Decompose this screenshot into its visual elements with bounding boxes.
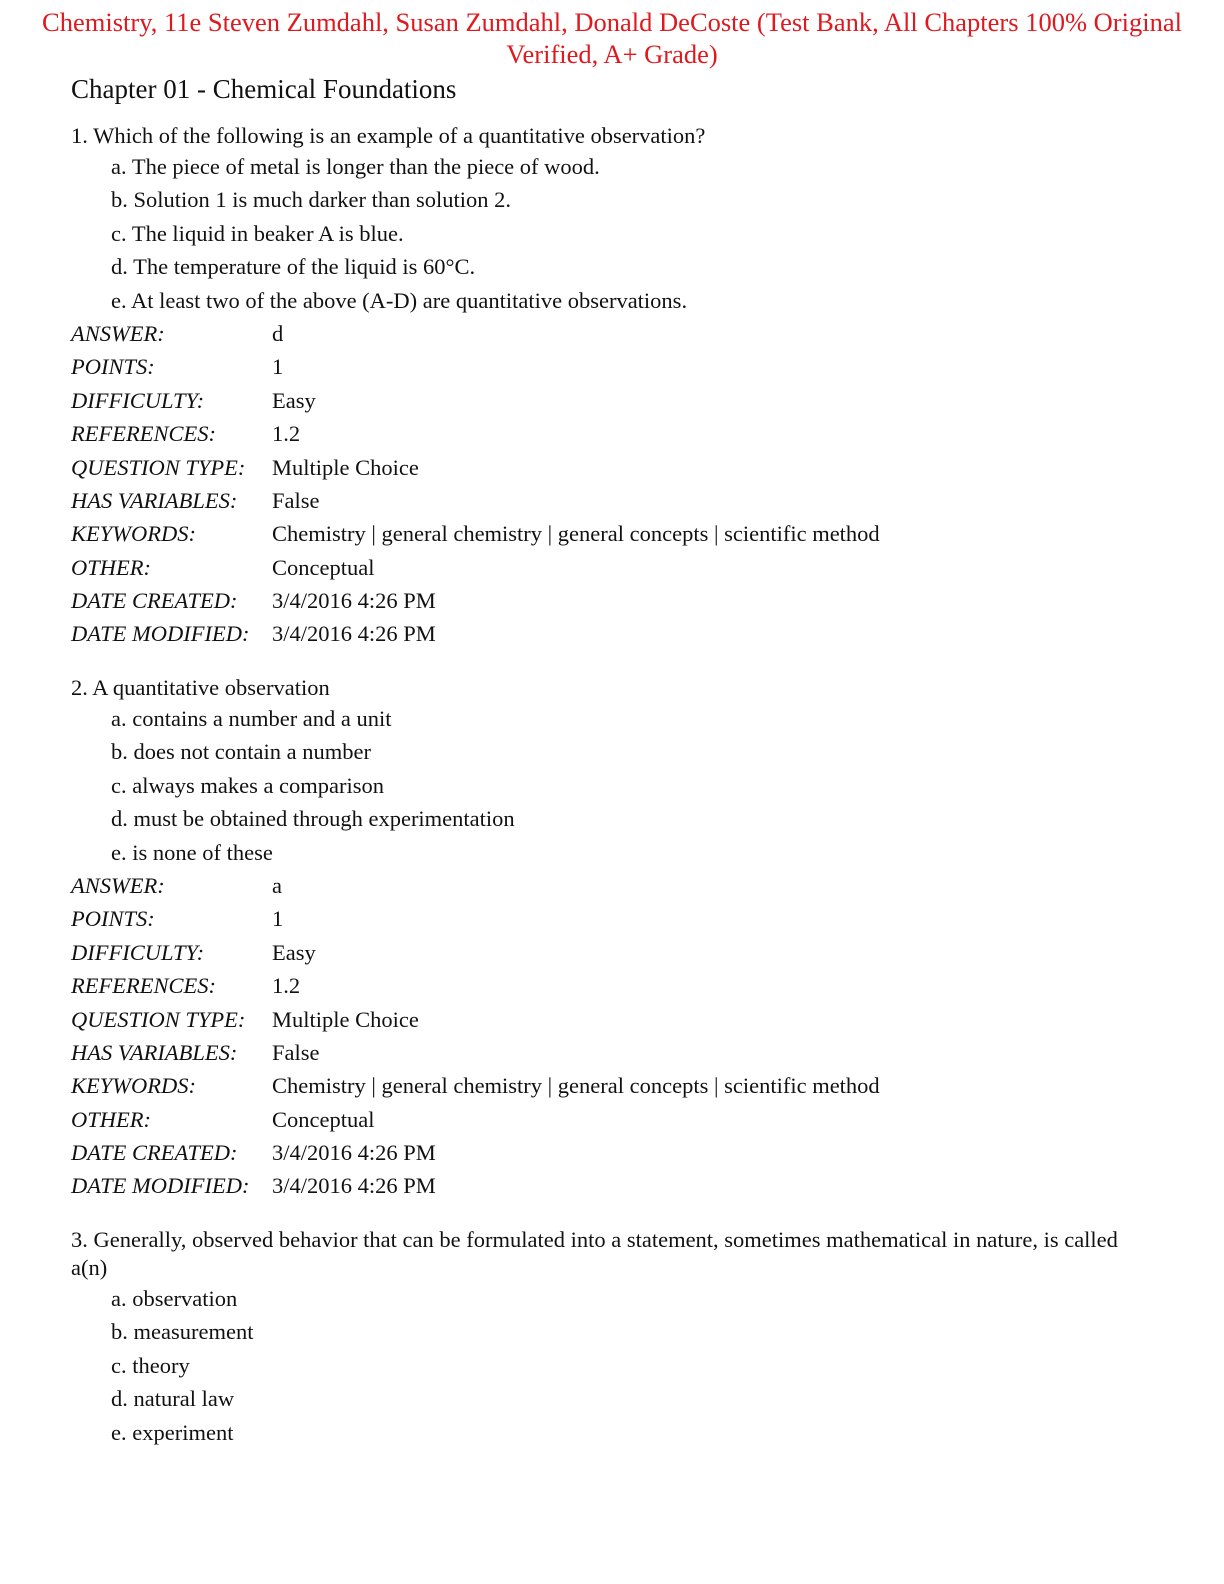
question-metadata <box>71 869 1151 1203</box>
meta-question-type <box>71 451 1151 484</box>
meta-value: 1.2 <box>272 421 301 447</box>
choice-list <box>71 1282 1141 1449</box>
meta-label: OTHER: <box>71 554 151 580</box>
meta-points <box>71 902 1151 935</box>
meta-label: DATE CREATED: <box>71 1140 238 1166</box>
meta-label: QUESTION TYPE: <box>71 454 246 480</box>
meta-value: 1.2 <box>272 973 301 999</box>
choice-list <box>71 150 1151 317</box>
meta-answer <box>71 317 1151 350</box>
meta-value: d <box>272 320 284 346</box>
meta-label: OTHER: <box>71 1106 151 1132</box>
meta-date-created <box>71 1136 1151 1169</box>
meta-other <box>71 551 1151 584</box>
meta-value: 3/4/2016 4:26 PM <box>272 1140 436 1166</box>
meta-value: 1 <box>272 354 284 380</box>
meta-label: DIFFICULTY: <box>71 387 205 413</box>
choice-list <box>71 702 1151 869</box>
meta-label: KEYWORDS: <box>71 1073 196 1099</box>
question-stem: 2. A quantitative observation <box>71 675 330 700</box>
meta-value: Conceptual <box>272 554 375 580</box>
document-title: Chemistry, 11e Steven Zumdahl, Susan Zumdahl, Donald DeCoste (Test Bank, All Chapters 100% Original Verified, A+ Grade) <box>42 7 1182 69</box>
choice-e: e. is none of these <box>111 839 273 865</box>
meta-label: KEYWORDS: <box>71 521 196 547</box>
meta-label: POINTS: <box>71 906 155 932</box>
choice-a: a. observation <box>111 1286 238 1311</box>
meta-value: Conceptual <box>272 1106 375 1132</box>
meta-label: HAS VARIABLES: <box>71 1039 238 1065</box>
choice-d: d. must be obtained through experimentation <box>111 806 515 832</box>
question-3 <box>71 1226 1141 1449</box>
meta-value: 3/4/2016 4:26 PM <box>272 621 436 647</box>
meta-question-type <box>71 1003 1151 1036</box>
meta-label: HAS VARIABLES: <box>71 487 238 513</box>
choice-c: c. theory <box>111 1352 190 1378</box>
meta-points <box>71 350 1151 383</box>
meta-label: REFERENCES: <box>71 973 216 999</box>
choice-b: b. measurement <box>111 1319 254 1345</box>
choice-e: e. At least two of the above (A-D) are quantitative observations. <box>111 287 688 313</box>
meta-value: False <box>272 487 320 513</box>
choice-c: c. always makes a comparison <box>111 772 385 798</box>
meta-has-variables <box>71 484 1151 517</box>
meta-difficulty <box>71 936 1151 969</box>
choice-d: d. The temperature of the liquid is 60°C. <box>111 254 476 280</box>
meta-value: 1 <box>272 906 284 932</box>
choice-b: b. does not contain a number <box>111 739 371 765</box>
meta-value: False <box>272 1039 320 1065</box>
meta-value: Easy <box>272 387 316 413</box>
meta-value: 3/4/2016 4:26 PM <box>272 1173 436 1199</box>
meta-label: POINTS: <box>71 354 155 380</box>
meta-has-variables <box>71 1036 1151 1069</box>
meta-value: Multiple Choice <box>272 1006 419 1032</box>
question-1 <box>71 122 1151 651</box>
meta-difficulty <box>71 384 1151 417</box>
meta-label: QUESTION TYPE: <box>71 1006 246 1032</box>
meta-value: a <box>272 872 282 898</box>
choice-a: a. contains a number and a unit <box>111 706 392 731</box>
choice-e: e. experiment <box>111 1419 234 1445</box>
meta-value: Multiple Choice <box>272 454 419 480</box>
chapter-title: Chapter 01 - Chemical Foundations <box>71 74 457 104</box>
meta-references <box>71 969 1151 1002</box>
meta-date-modified <box>71 1169 1151 1202</box>
meta-value: Chemistry | general chemistry | general concepts | scientific method <box>272 521 880 547</box>
meta-keywords <box>71 1069 1151 1102</box>
question-stem: 1. Which of the following is an example of a quantitative observation? <box>71 123 706 148</box>
choice-d: d. natural law <box>111 1386 235 1412</box>
choice-c: c. The liquid in beaker A is blue. <box>111 220 404 246</box>
meta-answer <box>71 869 1151 902</box>
meta-label: ANSWER: <box>71 872 165 898</box>
meta-label: DATE CREATED: <box>71 588 238 614</box>
meta-references <box>71 417 1151 450</box>
meta-value: Chemistry | general chemistry | general concepts | scientific method <box>272 1073 880 1099</box>
meta-label: DIFFICULTY: <box>71 939 205 965</box>
question-stem: 3. Generally, observed behavior that can be formulated into a statement, sometimes mathematical in nature, is called a(n) <box>71 1227 1118 1280</box>
meta-date-created <box>71 584 1151 617</box>
meta-value: 3/4/2016 4:26 PM <box>272 588 436 614</box>
choice-a: a. The piece of metal is longer than the piece of wood. <box>111 154 600 179</box>
question-metadata <box>71 317 1151 651</box>
meta-keywords <box>71 517 1151 550</box>
meta-value: Easy <box>272 939 316 965</box>
choice-b: b. Solution 1 is much darker than solution 2. <box>111 187 511 213</box>
meta-label: DATE MODIFIED: <box>71 621 250 647</box>
meta-label: REFERENCES: <box>71 421 216 447</box>
question-2 <box>71 674 1151 1203</box>
meta-other <box>71 1103 1151 1136</box>
meta-label: DATE MODIFIED: <box>71 1173 250 1199</box>
meta-label: ANSWER: <box>71 320 165 346</box>
meta-date-modified <box>71 617 1151 650</box>
